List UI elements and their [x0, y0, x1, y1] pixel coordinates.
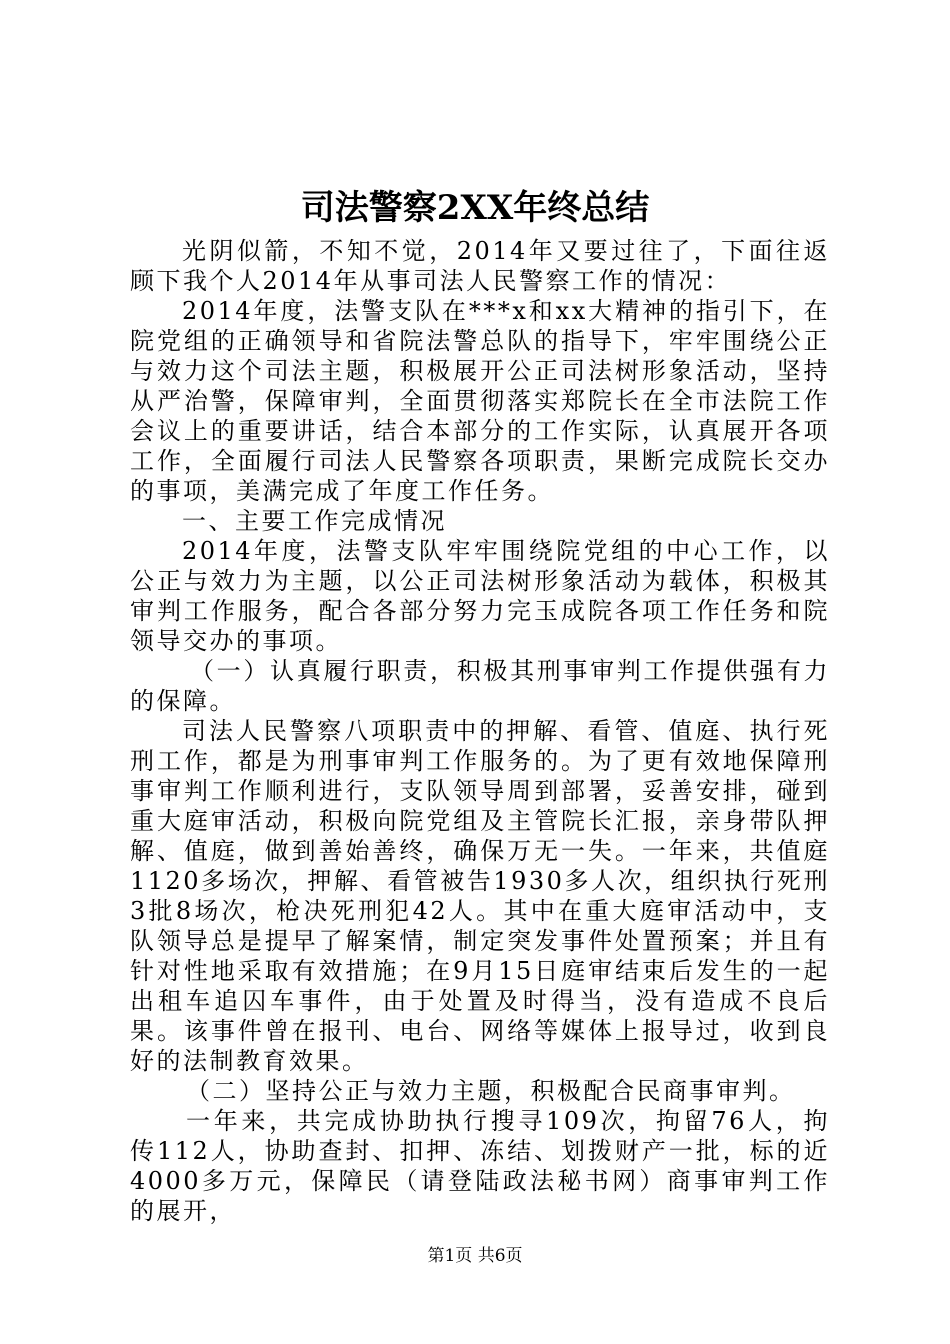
subsection-heading-2: （二）坚持公正与效力主题，积极配合民商事审判。 [186, 1077, 796, 1105]
document-title: 司法警察2XX年终总结 [300, 188, 650, 228]
paragraph-section-1: 2014年度，法警支队牢牢围绕院党组的中心工作，以公正与效力为主题，以公正司法树形象活动为载体，积极其审判工作服务，配合各部分努力完玉成院各项工作任务和院领导交办的事项。 [130, 537, 830, 655]
section-heading-1: 一、主要工作完成情况 [182, 507, 447, 535]
paragraph-overview: 2014年度，法警支队在***x和xx大精神的指引下，在院党组的正确领导和省院法警总队的指导下，牢牢围绕公正与效力这个司法主题，积极展开公正司法树形象活动，坚持从严治警，保障审判，全面贯彻落实郑院长在全市法院工作会议上的重要讲话，结合本部分的工作实际，认真展开各项工作，全面履行司法人民警察各项职责，果断完成院长交办的事项，美满完成了年度工作任务。 [130, 297, 830, 505]
subsection-heading-1: （一）认真履行职责，积极其刑事审判工作提供强有力的保障。 [130, 657, 830, 715]
document-body [130, 236, 830, 1226]
paragraph-intro: 光阴似箭，不知不觉，2014年又要过往了，下面往返顾下我个人2014年从事司法人民警察工作的情况： [130, 237, 830, 295]
paragraph-criminal-trial: 司法人民警察八项职责中的押解、看管、值庭、执行死刑工作，都是为刑事审判工作服务的。为了更有效地保障刑事审判工作顺利进行，支队领导周到部署，妥善安排，碰到重大庭审活动，积极向院党组及主管院长汇报，亲身带队押解、值庭，做到善始善终，确保万无一失。一年来，共值庭1120多场次，押解、看管被告1930多人次，组织执行死刑3批8场次，枪决死刑犯42人。其中在重大庭审活动中，支队领导总是提早了解案情，制定突发事件处置预案；并且有针对性地采取有效措施；在9月15日庭审结束后发生的一起出租车追囚车事件，由于处置及时得当，没有造成不良后果。该事件曾在报刊、电台、网络等媒体上报导过，收到良好的法制教育效果。 [130, 717, 830, 1075]
paragraph-civil-trial: 一年来，共完成协助执行搜寻109次，拘留76人，拘传112人，协助查封、扣押、冻结、划拨财产一批，标的近4000多万元，保障民（请登陆政法秘书网）商事审判工作的展开， [130, 1107, 830, 1225]
page-footer: 第1页 共6页 [427, 1246, 523, 1266]
